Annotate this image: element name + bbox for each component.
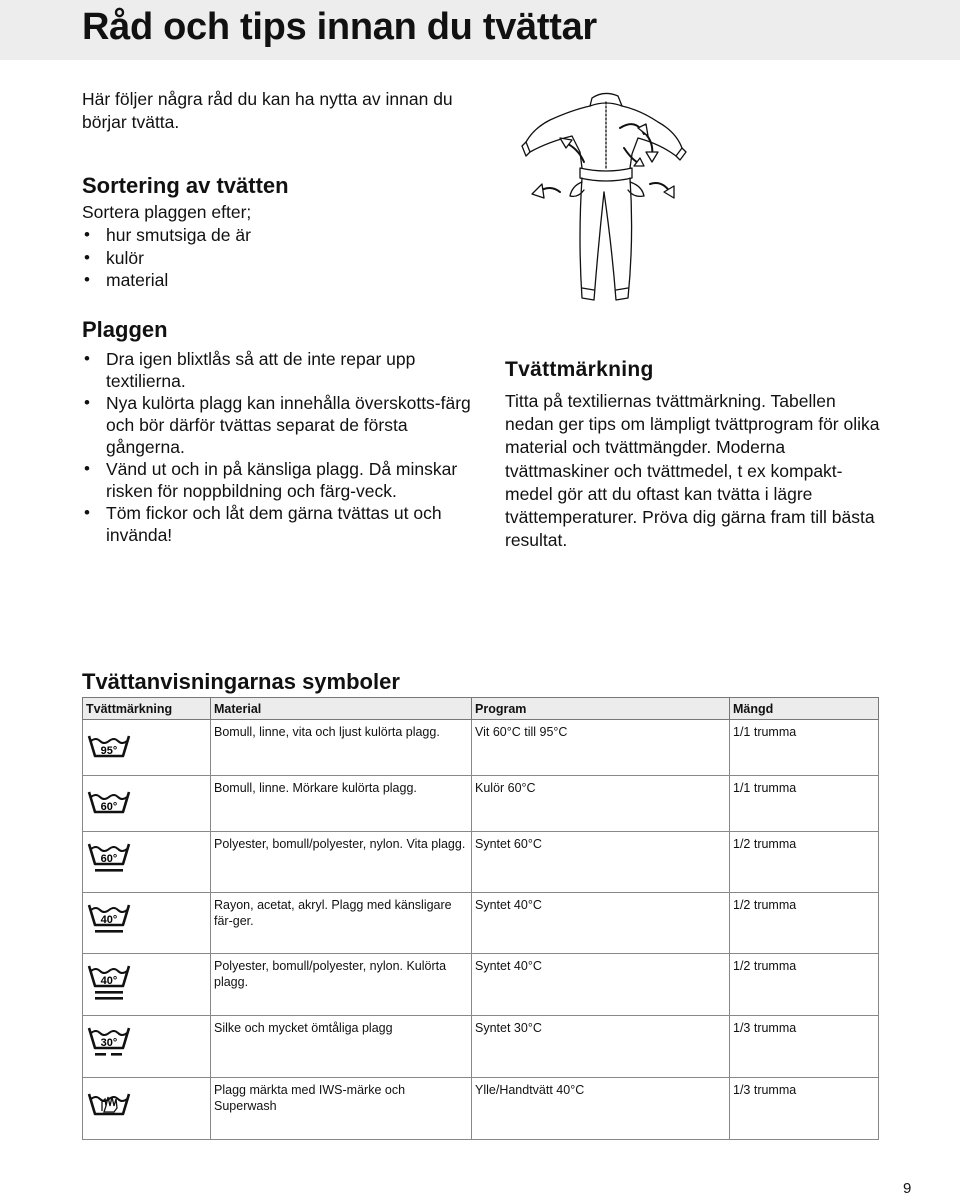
column-header: Mängd (730, 698, 879, 720)
program-cell: Vit 60°C till 95°C (472, 720, 730, 776)
column-header: Program (472, 698, 730, 720)
page-title: Råd och tips innan du tvättar (82, 6, 597, 48)
sorting-lead: Sortera plaggen efter; (82, 202, 252, 222)
list-item: • Vänd ut och in på känsliga plagg. Då minskar risken för noppbildning och färg-veck. (84, 458, 458, 501)
hand-wash-icon (86, 1084, 138, 1128)
inside-out-garment-illustration (520, 88, 690, 320)
wash-30-delicate-icon (86, 1022, 138, 1066)
temperature-label: 95° (100, 745, 118, 757)
bullet-icon: • (84, 270, 90, 289)
program-cell: Syntet 40°C (472, 893, 730, 954)
material-cell: Polyester, bomull/polyester, nylon. Vita plagg. (211, 832, 472, 893)
material-cell: Polyester, bomull/polyester, nylon. Kulörta plagg. (211, 954, 472, 1016)
wash-60-gentle-icon (86, 838, 138, 882)
bullet-icon: • (84, 502, 90, 522)
symbol-cell (83, 1016, 211, 1078)
temperature-label: 40° (100, 975, 118, 987)
sorting-list (82, 224, 482, 292)
bullet-icon: • (84, 392, 90, 412)
symbols-table-body (83, 720, 879, 1140)
symbol-cell (83, 893, 211, 954)
temperature-label: 60° (100, 801, 118, 813)
material-cell: Bomull, linne. Mörkare kulörta plagg. (211, 776, 472, 832)
table-row (83, 720, 879, 776)
page-number: 9 (903, 1180, 912, 1197)
amount-cell: 1/2 trumma (730, 832, 879, 893)
symbol-cell (83, 720, 211, 776)
care-label-heading: Tvättmärkning (505, 358, 654, 381)
list-item: • Nya kulörta plagg kan innehålla överskotts-färg och bör därför tvättas separat de första gångerna. (84, 392, 471, 457)
wash-40-gentle-icon (86, 899, 138, 943)
plaggen-list (82, 348, 482, 546)
program-cell: Syntet 30°C (472, 1016, 730, 1078)
bullet-icon: • (84, 247, 90, 267)
wash-95-icon (86, 726, 138, 770)
column-header: Material (211, 698, 472, 720)
table-row (83, 776, 879, 832)
amount-cell: 1/3 trumma (730, 1078, 879, 1140)
wash-60-icon (86, 782, 138, 826)
temperature-label: 40° (100, 914, 118, 926)
table-row (83, 1078, 879, 1140)
program-cell: Ylle/Handtvätt 40°C (472, 1078, 730, 1140)
temperature-label: 60° (100, 853, 118, 865)
amount-cell: 1/2 trumma (730, 893, 879, 954)
wash-40-very-gentle-icon (86, 960, 138, 1004)
list-item: • hur smutsiga de är (84, 225, 251, 245)
bullet-icon: • (84, 458, 90, 478)
table-row (83, 954, 879, 1016)
material-cell: Bomull, linne, vita och ljust kulörta plagg. (211, 720, 472, 776)
care-label-text: Titta på textiliernas tvättmärkning. Tabellen nedan ger tips om lämpligt tvättprogram för olika material och tvättmängder. Moderna tvättmaskiner och tvättmedel, t ex kompakt-medel gör att du oftast kan tvätta i lägre tvättemperaturer. Pröva dig gärna fram till bästa resultat. (505, 391, 880, 551)
table-header-row (83, 698, 879, 720)
symbols-table (82, 697, 879, 1140)
symbols-heading: Tvättanvisningarnas symboler (82, 669, 400, 694)
sorting-section (82, 172, 482, 292)
amount-cell: 1/2 trumma (730, 954, 879, 1016)
program-cell: Syntet 60°C (472, 832, 730, 893)
table-row (83, 893, 879, 954)
symbol-cell (83, 832, 211, 893)
table-row (83, 832, 879, 893)
program-cell: Syntet 40°C (472, 954, 730, 1016)
sorting-heading: Sortering av tvätten (82, 173, 289, 198)
symbol-cell (83, 954, 211, 1016)
symbol-cell (83, 776, 211, 832)
amount-cell: 1/3 trumma (730, 1016, 879, 1078)
bullet-icon: • (84, 348, 90, 368)
list-item: • Dra igen blixtlås så att de inte repar upp textilierna. (84, 348, 416, 391)
column-header: Tvättmärkning (83, 698, 211, 720)
material-cell: Plagg märkta med IWS-märke och Superwash (211, 1078, 472, 1140)
bullet-icon: • (84, 225, 90, 244)
material-cell: Rayon, acetat, akryl. Plagg med känsligare fär-ger. (211, 893, 472, 954)
list-item: • Töm fickor och låt dem gärna tvättas ut och invända! (84, 502, 442, 545)
intro-text: Här följer några råd du kan ha nytta av innan du börjar tvätta. (82, 89, 453, 132)
material-cell: Silke och mycket ömtåliga plagg (211, 1016, 472, 1078)
table-row (83, 1016, 879, 1078)
program-cell: Kulör 60°C (472, 776, 730, 832)
list-item: • material (84, 270, 169, 290)
plaggen-section (82, 316, 482, 546)
left-column (82, 88, 482, 546)
temperature-label: 30° (100, 1037, 118, 1049)
amount-cell: 1/1 trumma (730, 776, 879, 832)
list-item: • kulör (84, 247, 144, 268)
plaggen-heading: Plaggen (82, 316, 168, 342)
symbol-cell (83, 1078, 211, 1140)
care-label-section (505, 356, 885, 552)
amount-cell: 1/1 trumma (730, 720, 879, 776)
